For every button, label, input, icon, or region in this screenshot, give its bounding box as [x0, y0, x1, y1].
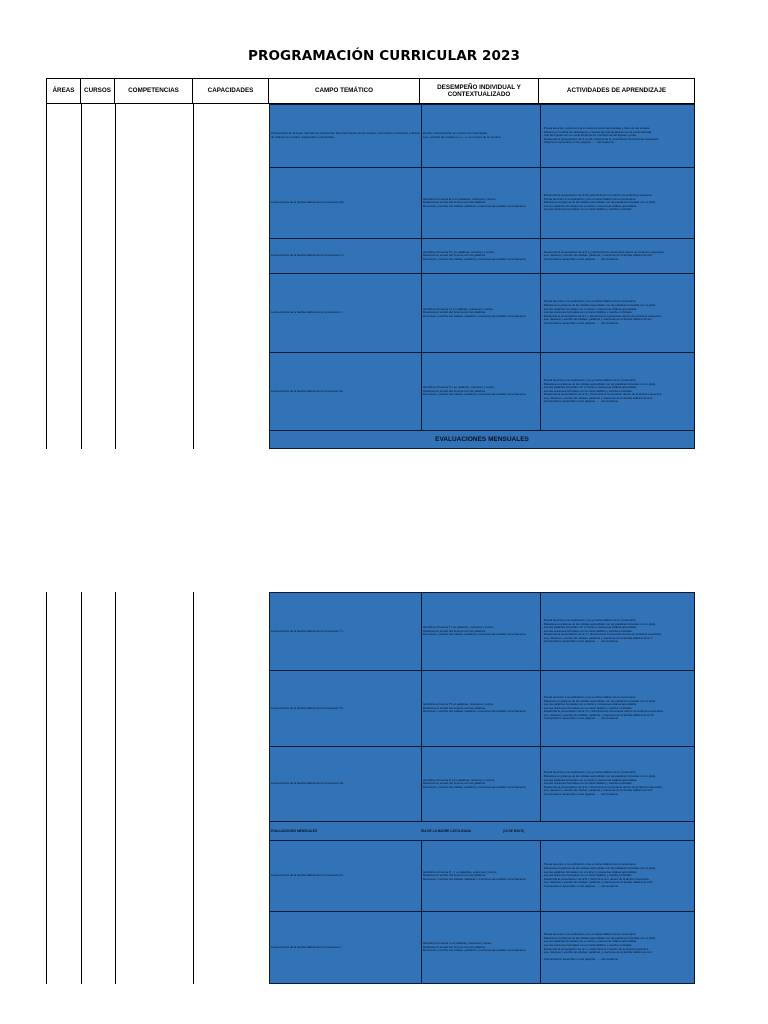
table-row	[270, 274, 694, 353]
table-row	[270, 168, 694, 239]
actividades-cell: - Presta atención a la explicación y lee el cartel silábico de la consonante. - Relaciona el grafema de las sílabas aprendidas con las palabras formadas con el grafo. - Lee las palabras formadas con el cartel y colorea las sílabas aprendidas. - Lee las oraciones formadas con el cartel silábico y escribe el dictado. - Desarrolla la presentación de la R y discrimina la rr dentro de la lámina respectiva. - Lee, deletrea y escribe las sílabas, palabras y oraciones de la familia silábica de la R. - Comprueba lo aprendido en las páginas ...... del cuaderno.	[540, 841, 694, 911]
column-divider	[115, 104, 116, 449]
actividades-cell: - Presta atención a la explicación y lee el cartel silábico de la consonante. - Relaciona el grafema de las sílabas aprendidas con las palabras formadas con el grafo. - Lee las palabras formadas con el cartel y colorea las sílabas aprendidas. - Lee las oraciones formadas con el cartel silábico y escribe el dictado. - Desarrolla la presentación de la T y discrimina la consonante dentro de la lámina respectiva. - Lee, deletrea y escribe las sílabas, palabras y oraciones de la familia silábica de la T. - Comprueba lo aprendido en las páginas ...... del cuaderno.	[540, 593, 694, 670]
campo-tematico-cell: Presentación de la mesa. Normas de convivencia. Reconocimiento de las vocales; sus sonidos. Formación y lectura de sílabas con vocales mayúsculas y minúsculas.	[271, 131, 420, 139]
page-title: PROGRAMACIÓN CURRICULAR 2023	[247, 48, 521, 64]
column-divider	[46, 104, 47, 449]
actividades-cell: - Presta atención a la explicación y lee el cartel silábico de la consonante. - Relaciona el grafema de las sílabas aprendidas con las palabras formadas con el grafo. - Lee las palabras formadas con el cartel y colorea las sílabas aprendidas. - Lee las oraciones formadas con el cartel silábico y escribe el dictado. - Desarrolla la presentación de la rr y discrimina la rr dentro de la lámina respectiva. - Lee, deletrea y escribe las sílabas, palabras y oraciones de la familia silábica de la rr. - Comprueba lo aprendido en las páginas ...... del cuaderno.	[540, 912, 694, 983]
header-desempeno: DESEMPEÑO INDIVIDUAL Y CONTEXTUALIZADO	[420, 78, 539, 104]
campo-tematico-cell: Lectoescritura de la familia silábica de la consonante Ss.	[271, 388, 344, 393]
desempeno-cell: Identifica el fonema D d en palabras, oraciones y textos. Relaciona el sonido del fonema con las palabras. Reconoce y escribe las sílabas, palabras y oraciones aprendidas correctamente.	[421, 747, 540, 821]
desempeno-cell: Identifica el fonema Th en palabras, oraciones y textos. Relaciona el sonido del fonema con las palabras. Reconoce y escribe las sílabas, palabras y oraciones aprendidas correctamente.	[421, 671, 540, 746]
campo-tematico-cell: Lectoescritura de la familia silábica de la consonante R r.	[271, 873, 344, 878]
column-divider	[81, 592, 82, 984]
table-row	[270, 747, 694, 822]
table-row	[270, 912, 694, 983]
column-divider	[81, 104, 82, 449]
dia-madre-label: DÍA DE LA MADRE CATOLICANA	[421, 829, 471, 833]
campo-tematico-cell: Lectoescritura de la familia silábica de la consonante P p.	[271, 253, 345, 258]
campo-tematico-cell: Lectoescritura de la familia silábica de la consonante T t.	[271, 628, 344, 633]
header-campo-tematico: CAMPO TEMÁTICO	[269, 78, 420, 104]
desempeno-cell: Escribe correctamente su nombre con letra ligada. Lee y escribe las vocales a, e, i, o, u en textos de su entorno.	[421, 105, 540, 167]
content-block-page1	[269, 104, 695, 449]
column-divider	[193, 592, 194, 984]
header-competencias: COMPETENCIAS	[115, 78, 193, 104]
actividades-cell: - Presta atención a la explicación y lee el cartel silábico de la consonante. - Relaciona el grafema de las sílabas aprendidas con las palabras formadas con el grafo. - Lee las palabras formadas con el cartel y colorea las sílabas aprendidas. - Lee las oraciones formadas con el cartel silábico y escribe el dictado. - Desarrolla la presentación de la Th y discrimina la consonante dentro de la lámina respectiva. - Lee, deletrea y escribe las sílabas, palabras y oraciones de la familia silábica de la Th. - Comprueba lo aprendido en las páginas ...... del cuaderno.	[540, 671, 694, 746]
column-divider	[115, 592, 116, 984]
actividades-cell: - Presta atención a la explicación y lee el cartel silábico de la consonante. - Relaciona el grafema de las sílabas aprendidas con las palabras formadas con el grafo. - Lee las palabras formadas con el cartel y colorea las sílabas aprendidas. - Lee las oraciones formadas con el cartel silábico y escribe el dictado. - Desarrolla la presentación de la S y discrimina la consonante dentro de la lámina respectiva. - Lee, deletrea y escribe las sílabas, palabras y oraciones de la familia silábica de la S. - Comprueba lo aprendido en las páginas ...... del cuaderno.	[540, 353, 694, 430]
campo-tematico-cell: Lectoescritura de la familia silábica de la consonante Th.	[271, 705, 344, 710]
desempeno-cell: Identifica el fonema rr en palabras, oraciones y textos. Relaciona el sonido del fonema con las palabras. Reconoce y escribe las sílabas, palabras y oraciones aprendidas correctamente.	[421, 912, 540, 983]
actividades-cell: - Presta atención a la explicación y lee el cartel silábico de la consonante. - Relaciona el grafema de las sílabas aprendidas con las palabras formadas con el grafo. - Lee las palabras formadas con el cartel y colorea las sílabas aprendidas. - Lee las oraciones formadas con el cartel silábico y escribe el dictado. - Desarrolla la presentación de la D y discrimina la consonante dentro de la lámina respectiva. - Lee, deletrea y escribe las sílabas, palabras y oraciones de la familia silábica de la D. - Comprueba lo aprendido en las páginas ...... del cuaderno.	[540, 747, 694, 821]
content-block-page2	[269, 592, 695, 984]
dia-madre-date: (10 DE MAYO)	[503, 829, 525, 833]
column-divider	[193, 104, 194, 449]
desempeno-cell: Identifica el fonema L l en palabras, oraciones y textos. Relaciona el sonido del fonema con las palabras. Reconoce y escribe las sílabas, palabras y oraciones aprendidas correctamente.	[421, 274, 540, 352]
campo-tematico-cell: Lectoescritura de la familia silábica de la consonante Dd.	[271, 781, 344, 786]
evaluaciones-mensuales-row: EVALUACIONES MENSUALES	[435, 436, 529, 443]
campo-tematico-cell: Lectoescritura de la familia silábica de la consonante rr.	[271, 944, 343, 949]
table-row	[270, 671, 694, 747]
desempeno-cell: Identifica el fonema M m en palabras, oraciones y textos. Relaciona el sonido del fonema con las palabras. Reconoce y escribe las sílabas, palabras y oraciones aprendidas correctamente.	[421, 168, 540, 238]
desempeno-cell: Identifica el fonema R - rr en palabras, oraciones y textos. Relaciona el sonido del fonema con las palabras. Reconoce y escribe las sílabas, palabras y oraciones aprendidas correctamente.	[421, 841, 540, 911]
desempeno-cell: Identifica el fonema T t en palabras, oraciones y textos. Relaciona el sonido del fonema con las palabras. Reconoce y escribe las sílabas, palabras y oraciones aprendidas correctamente.	[421, 593, 540, 670]
desempeno-cell: Identifica el fonema S s en palabras, oraciones y textos. Relaciona el sonido del fonema con las palabras. Reconoce y escribe las sílabas, palabras y oraciones aprendidas correctamente.	[421, 353, 540, 430]
table-row	[270, 105, 694, 168]
table-row	[270, 353, 694, 431]
actividades-cell: - Presta atención, repite la rima a coloca la vocal mencionada y trazo de las vocales. - Observa el nombre de cada figura y colorea las que empiezan con la vocal indicada. - Une las figuras con su vocal inicial de los nombres de las figuras y pinta. - Desarrolla la presentación de la vocal y discrimina la vocal dentro de la lámina respectiva. - Observa lo aprendido en las páginas ...... del cuaderno.	[540, 105, 694, 167]
actividades-cell: - Desarrolla la presentación de la P p y discrimina la consonante dentro de la lámina respectiva. - Lee, deletrea y escribe las sílabas, palabras y oraciones de la familia silábica de la P. - Comprueba lo aprendido en las páginas ...... del cuaderno.	[540, 239, 694, 273]
header-actividades: ACTIVIDADES DE APRENDIZAJE	[539, 78, 695, 104]
table-row	[270, 841, 694, 912]
header-areas: ÁREAS	[46, 78, 81, 104]
campo-tematico-cell: Lectoescritura de la familia silábica de la consonante Mm.	[271, 200, 346, 205]
desempeno-cell: Identifica el fonema P p en palabras, oraciones y textos. Relaciona el sonido del fonema con las palabras. Reconoce y escribe las sílabas, palabras y oraciones aprendidas correctamente.	[421, 239, 540, 273]
actividades-cell: - Presta atención a la explicación y lee el cartel silábico de la consonante. - Relaciona el grafema de las sílabas aprendidas con las palabras formadas con el grafo. - Lee las palabras formadas con el cartel y colorea las sílabas aprendidas. - Lee las oraciones formadas con el cartel silábico y escribe el dictado. - Desarrolla la presentación de la L y discrimina la consonante dentro de la lámina respectiva. - Lee, deletrea y escribe las sílabas, palabras y oraciones de la familia silábica de la L. - Comprueba lo aprendido en las páginas ...... del cuaderno.	[540, 274, 694, 352]
evaluaciones-label: EVALUACIONES MENSUALES	[271, 829, 317, 833]
table-row	[270, 239, 694, 274]
column-divider	[46, 592, 47, 984]
actividades-cell: - Desarrolla la presentación de la M y discrimina la mm dentro de la lámina respectiva. - Presta atención a la explicación y lee el cartel silábico de la consonante. - Relaciona el grafema de las sílabas aprendidas con las palabras formadas con el grafo. - Lee las palabras formadas con el cartel y colorea las sílabas aprendidas. - Lee las oraciones formadas con el cartel silábico y escribe el dictado.	[540, 168, 694, 238]
campo-tematico-cell: Lectoescritura de la familia silábica de la consonante L l.	[271, 310, 344, 315]
header-cursos: CURSOS	[81, 78, 115, 104]
header-capacidades: CAPACIDADES	[193, 78, 269, 104]
table-row	[270, 593, 694, 671]
evaluaciones-dia-madre-row	[270, 822, 694, 841]
